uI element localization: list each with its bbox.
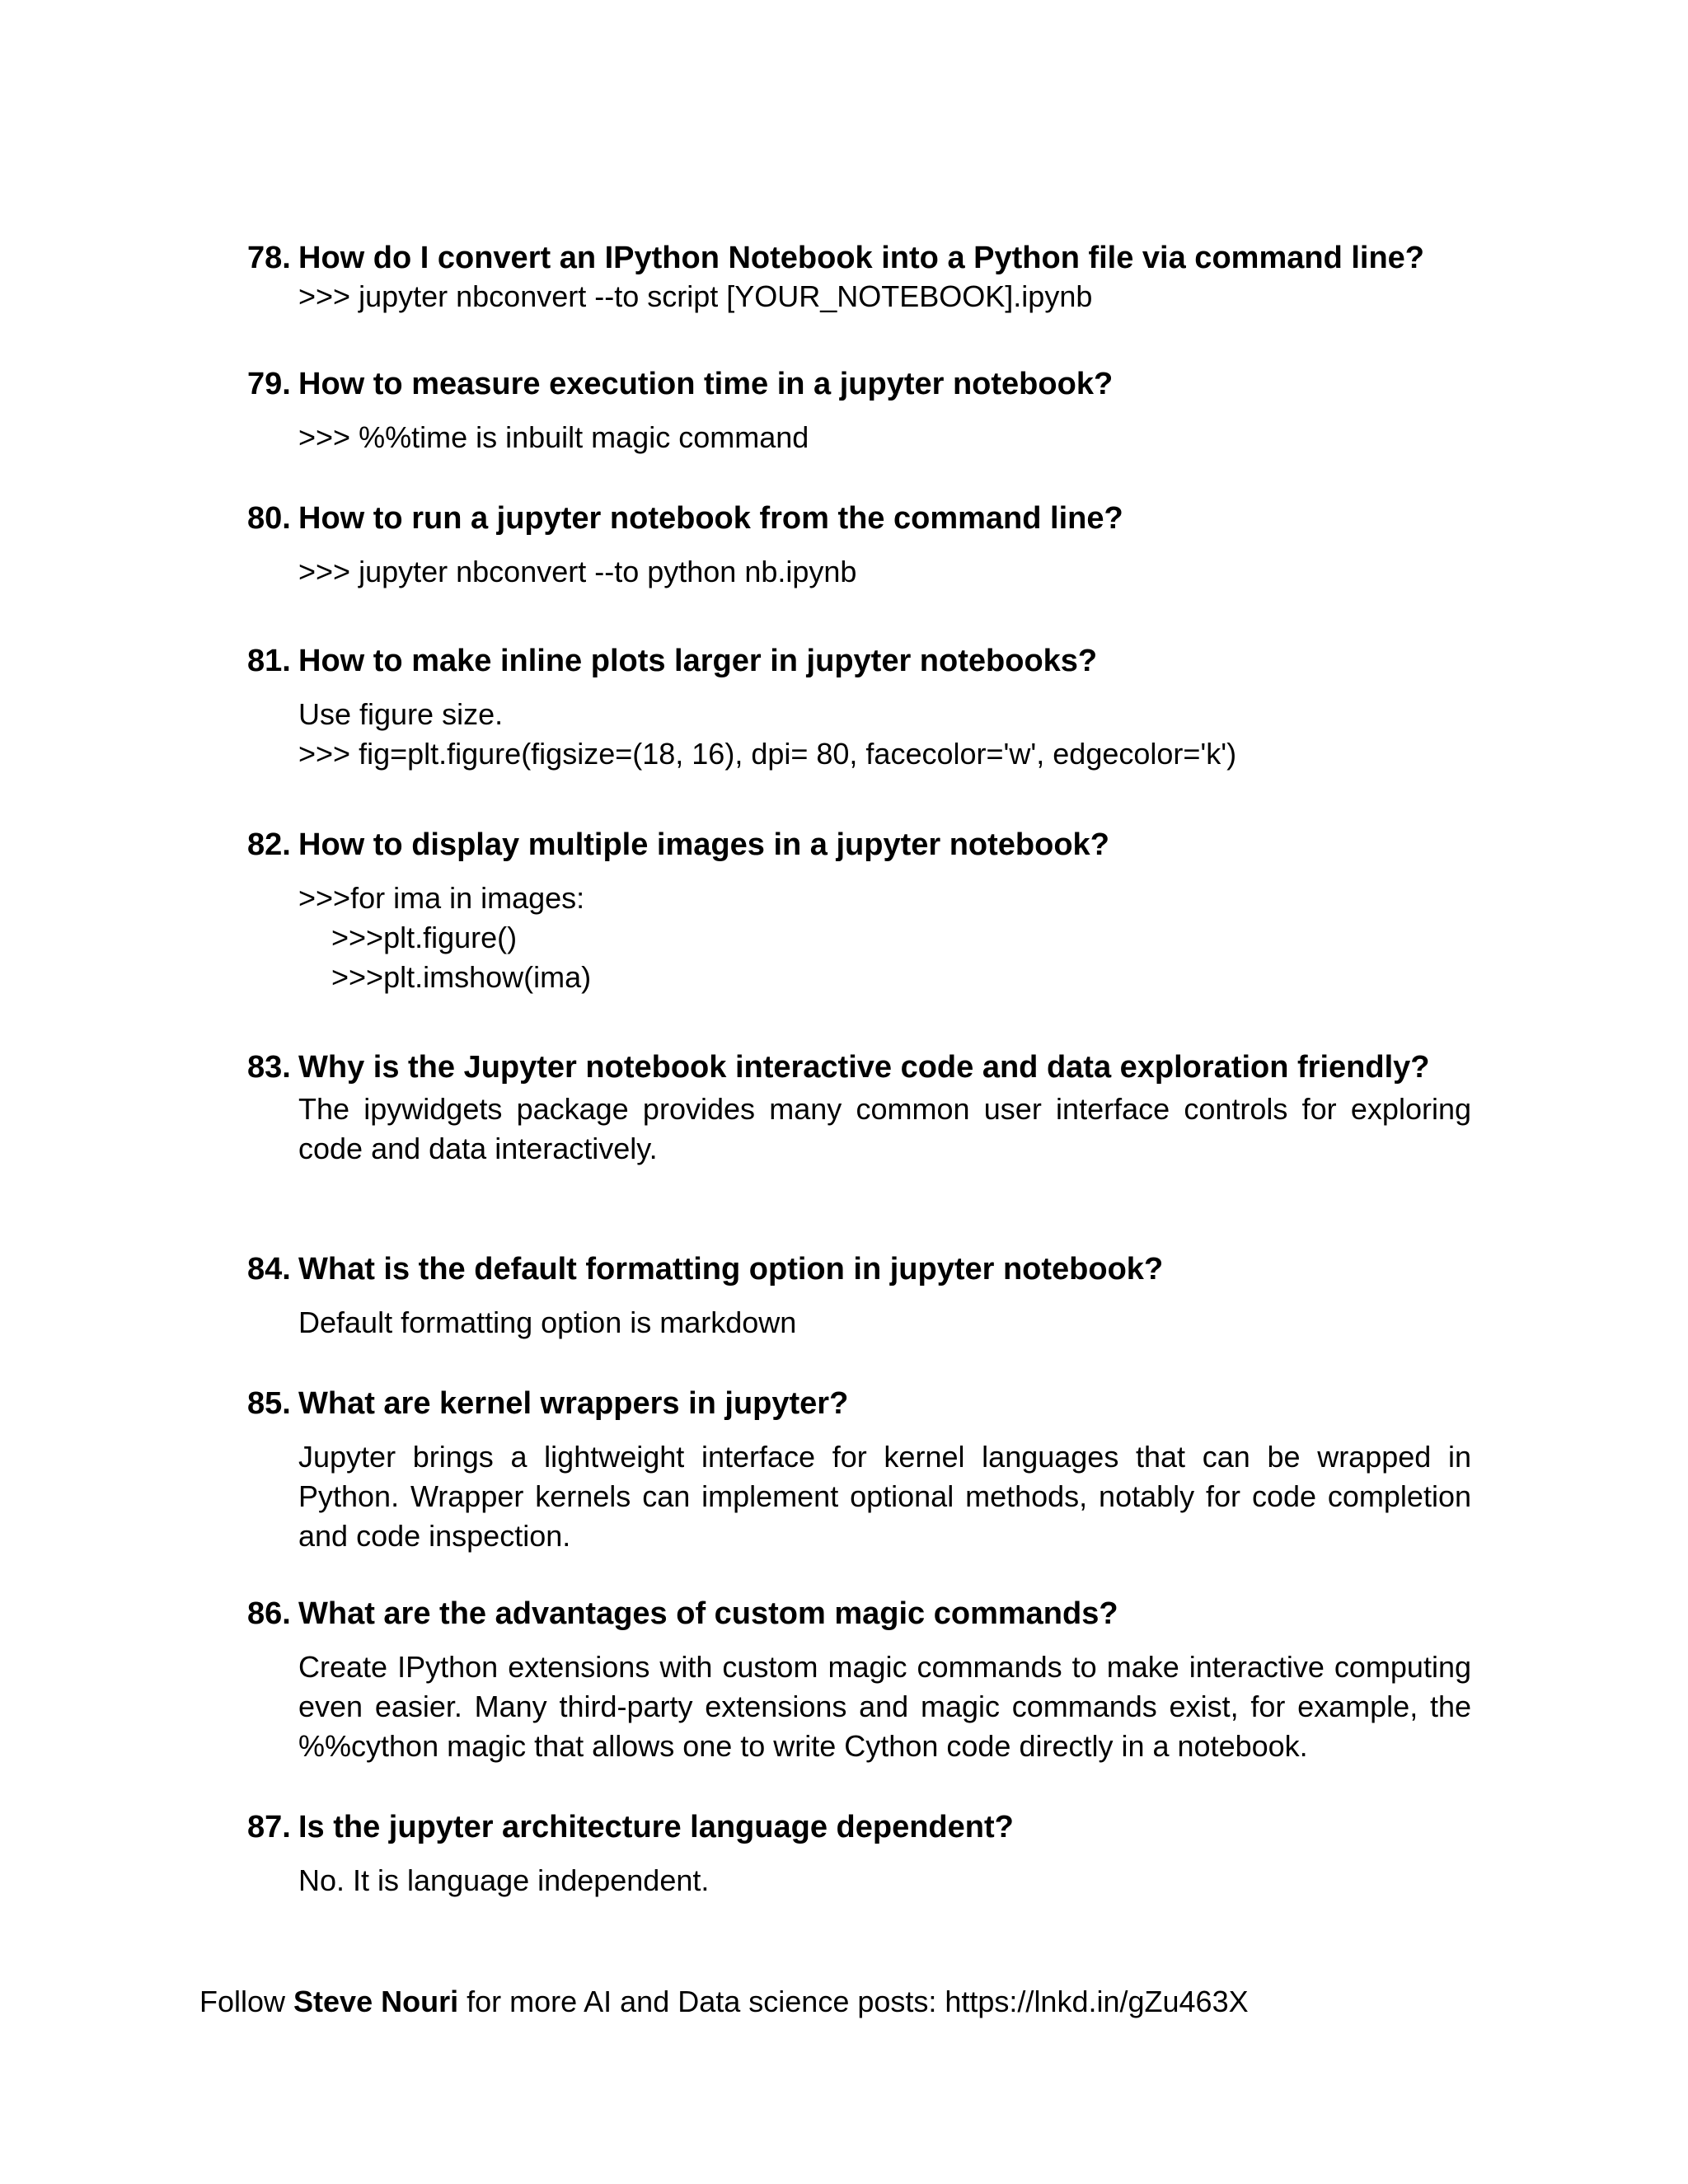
answer-paragraph: Jupyter brings a lightweight interface for kernel languages that can be wrapped in Python. Wrapper kernels can implement optional methods, notably for code completion and code inspection. [298, 1440, 1471, 1553]
answer-paragraph: The ipywidgets package provides many common user interface controls for exploring code and data interactively. [298, 1092, 1471, 1165]
answer [298, 277, 1471, 316]
question-heading [247, 365, 1471, 403]
answer-line: >>> jupyter nbconvert --to script [YOUR_NOTEBOOK].ipynb [298, 279, 1093, 313]
qa-item-86 [247, 1595, 1471, 1766]
qa-item-83 [247, 1048, 1471, 1169]
question-number: 82. [247, 827, 291, 862]
answer-line: No. It is language independent. [298, 1863, 710, 1897]
question-number: 78. [247, 241, 291, 275]
question-heading [247, 239, 1471, 277]
qa-item-85 [247, 1385, 1471, 1556]
qa-item-80 [247, 499, 1471, 592]
answer [298, 1861, 1471, 1900]
answer [298, 552, 1471, 592]
question-heading [247, 1808, 1471, 1846]
question-text: Why is the Jupyter notebook interactive code and data exploration friendly? [298, 1050, 1430, 1085]
answer-line: Default formatting option is markdown [298, 1305, 797, 1339]
answer-line: >>>plt.imshow(ima) [331, 960, 592, 994]
answer [298, 1090, 1471, 1169]
qa-item-79 [247, 365, 1471, 457]
question-number: 80. [247, 501, 291, 536]
answer-line: >>>for ima in images: [298, 881, 585, 915]
question-number: 83. [247, 1050, 291, 1085]
footer-suffix: for more AI and Data science posts: https://lnkd.in/gZu463X [458, 1985, 1249, 2018]
answer-line: >>>plt.figure() [331, 921, 518, 954]
question-text: How to measure execution time in a jupyter notebook? [298, 367, 1114, 401]
qa-item-84 [247, 1250, 1471, 1343]
question-text: What are kernel wrappers in jupyter? [298, 1386, 849, 1421]
answer [298, 418, 1471, 457]
question-text: What are the advantages of custom magic commands? [298, 1596, 1118, 1631]
qa-item-87 [247, 1808, 1471, 1900]
question-heading [247, 1385, 1471, 1422]
question-heading [247, 642, 1471, 680]
question-heading [247, 826, 1471, 864]
question-heading [247, 1250, 1471, 1288]
question-number: 79. [247, 367, 291, 401]
qa-item-81 [247, 642, 1471, 774]
answer [298, 1647, 1471, 1766]
footer-author: Steve Nouri [293, 1985, 459, 2018]
question-number: 85. [247, 1386, 291, 1421]
question-number: 81. [247, 644, 291, 678]
answer-line: Use figure size. [298, 697, 504, 731]
answer [298, 1303, 1471, 1343]
answer-paragraph: Create IPython extensions with custom magic commands to make interactive computing even easier. Many third-party extensions and magic commands exist, for example, the %%cython magic that allows one to write Cython code directly in a notebook. [298, 1650, 1471, 1763]
question-heading [247, 499, 1471, 537]
question-number: 86. [247, 1596, 291, 1631]
footer [199, 1982, 1249, 2022]
answer [298, 1437, 1471, 1556]
footer-prefix: Follow [199, 1985, 294, 2018]
answer [298, 879, 1471, 997]
question-text: Is the jupyter architecture language dependent? [298, 1810, 1014, 1844]
answer [298, 695, 1471, 774]
answer-line: >>> %%time is inbuilt magic command [298, 420, 809, 454]
question-text: What is the default formatting option in jupyter notebook? [298, 1252, 1164, 1286]
question-heading [247, 1595, 1471, 1633]
question-number: 87. [247, 1810, 291, 1844]
question-heading [247, 1048, 1471, 1086]
question-text: How do I convert an IPython Notebook into a Python file via command line? [298, 241, 1425, 275]
answer-line: >>> fig=plt.figure(figsize=(18, 16), dpi= 80, facecolor='w', edgecolor='k') [298, 737, 1237, 771]
question-text: How to display multiple images in a jupyter notebook? [298, 827, 1109, 862]
qa-item-78 [247, 239, 1471, 316]
question-number: 84. [247, 1252, 291, 1286]
qa-item-82 [247, 826, 1471, 997]
question-text: How to run a jupyter notebook from the command line? [298, 501, 1123, 536]
question-text: How to make inline plots larger in jupyter notebooks? [298, 644, 1098, 678]
answer-line: >>> jupyter nbconvert --to python nb.ipynb [298, 555, 857, 588]
